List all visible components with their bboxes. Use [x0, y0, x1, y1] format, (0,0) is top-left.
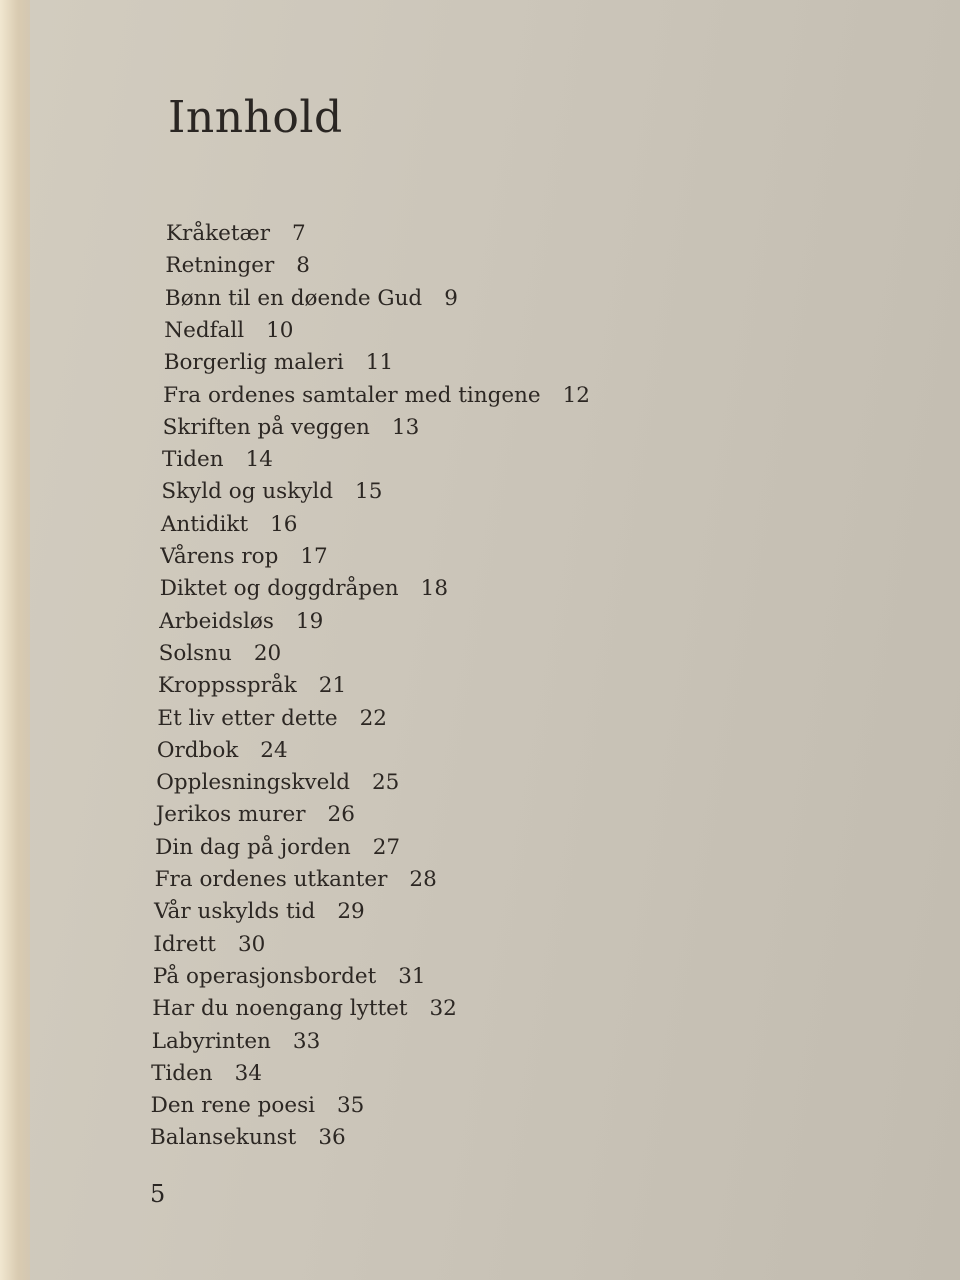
toc-entry-page: 24	[260, 737, 288, 763]
toc-entry-title: Skyld og uskyld	[161, 479, 334, 505]
toc-entry	[155, 865, 437, 895]
toc-entry-page: 7	[292, 221, 306, 246]
toc-entry-page: 21	[318, 673, 347, 699]
toc-entry-title: Arbeidsløs	[159, 608, 274, 634]
toc-entry	[158, 671, 346, 701]
toc-entry-page: 35	[336, 1093, 365, 1119]
toc-entry-title: Balansekunst	[150, 1125, 297, 1151]
toc-entry-page: 11	[365, 350, 394, 376]
toc-entry	[156, 768, 399, 798]
toc-entry	[150, 1123, 346, 1153]
toc-entry	[165, 284, 458, 314]
toc-entry	[164, 316, 293, 346]
toc-entry-title: Skriften på veggen	[162, 414, 370, 440]
toc-entry-title: Har du noengang lyttet	[152, 996, 408, 1022]
toc-entry-page: 29	[337, 899, 365, 925]
toc-entry-title: På operasjonsbordet	[152, 963, 377, 989]
toc-entry	[159, 639, 282, 669]
toc-entry-title: Tiden	[162, 447, 224, 473]
toc-entry	[152, 1027, 321, 1057]
toc-entry-page: 30	[237, 931, 266, 957]
toc-entry	[163, 413, 420, 443]
toc-entry-page: 8	[296, 253, 310, 279]
toc-entry-page: 19	[295, 608, 324, 634]
toc-entry-page: 27	[372, 834, 401, 860]
toc-entry-page: 34	[234, 1060, 263, 1086]
toc-entry-title: Vår uskylds tid	[154, 899, 316, 925]
toc-entry-page: 17	[300, 544, 328, 569]
toc-entry-title: Jerikos murer	[155, 802, 306, 828]
toc-entry-page: 12	[562, 382, 590, 408]
toc-entry	[166, 219, 306, 249]
toc-entry	[157, 736, 288, 766]
toc-entry-page: 16	[270, 511, 298, 537]
toc-entry-page: 26	[327, 802, 355, 828]
toc-entry-title: Fra ordenes samtaler med tingene	[163, 382, 541, 408]
toc-entry-page: 10	[266, 317, 294, 343]
toc-entry-title: Idrett	[153, 931, 216, 957]
toc-entry	[165, 251, 310, 281]
toc-entry-page: 20	[253, 640, 282, 666]
toc-entry	[157, 704, 387, 734]
toc-entry-title: Kroppsspråk	[158, 673, 297, 699]
toc-entry-title: Retninger	[165, 253, 275, 279]
toc-entry-page: 36	[318, 1125, 346, 1151]
toc-entry-title: Labyrinten	[151, 1028, 271, 1054]
toc-entry-page: 25	[372, 770, 400, 796]
toc-entry-page: 13	[391, 414, 420, 440]
page-title: Innhold	[168, 92, 343, 143]
toc-entry-title: Antidikt	[160, 511, 249, 537]
toc-entry-title: Fra ordenes utkanter	[154, 867, 388, 892]
toc-entry	[151, 1059, 262, 1089]
toc-entry-page: 28	[409, 867, 437, 892]
toc-entry	[160, 574, 448, 604]
toc-entry	[161, 477, 382, 507]
toc-entry	[153, 962, 426, 992]
toc-entry-page: 18	[420, 576, 448, 602]
toc-entry-title: Et liv etter dette	[157, 705, 338, 731]
toc-entry-title: Opplesningskveld	[156, 770, 350, 796]
toc-entry-title: Din dag på jorden	[155, 834, 351, 860]
toc-entry-title: Diktet og doggdråpen	[159, 576, 399, 602]
toc-entry-title: Bønn til en døende Gud	[164, 285, 423, 311]
toc-entry	[160, 542, 327, 572]
toc-entry-page: 31	[398, 963, 426, 989]
toc-entry	[164, 348, 393, 378]
toc-entry-page: 15	[355, 479, 383, 505]
toc-entry-title: Solsnu	[158, 640, 232, 666]
toc-entry-page: 33	[292, 1028, 321, 1054]
toc-entry	[163, 381, 590, 411]
toc-entry	[156, 800, 355, 830]
toc-entry	[153, 930, 265, 960]
toc-entry-page: 14	[245, 447, 273, 473]
toc-entry-title: Borgerlig maleri	[163, 350, 344, 376]
toc-entry	[161, 510, 298, 540]
toc-entry	[151, 1091, 365, 1121]
toc-entry	[159, 607, 323, 637]
toc-entry-page: 32	[429, 996, 457, 1022]
toc-entry-title: Den rene poesi	[150, 1093, 315, 1119]
toc-entry-title: Ordbok	[156, 737, 239, 763]
toc-entry-page: 22	[359, 705, 387, 731]
toc-entry	[154, 897, 365, 927]
toc-entry-title: Nedfall	[164, 317, 245, 343]
toc-entry	[152, 994, 457, 1024]
page-number: 5	[150, 1180, 166, 1208]
toc-entry	[162, 445, 273, 475]
toc-entry	[155, 833, 400, 863]
toc-entry-page: 9	[444, 285, 458, 311]
toc-entry-title: Kråketær	[166, 221, 271, 246]
toc-entry-title: Tiden	[151, 1060, 213, 1086]
toc-entry-title: Vårens rop	[160, 544, 279, 569]
